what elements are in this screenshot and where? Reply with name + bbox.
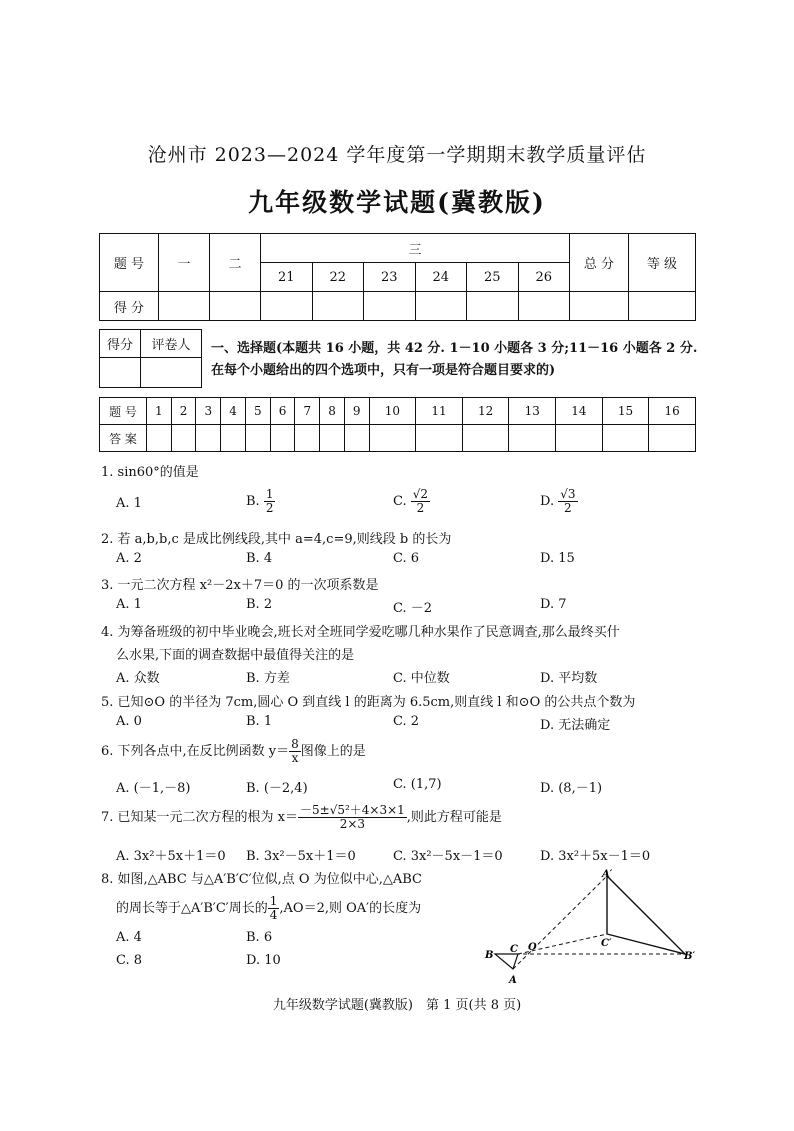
answer-cell[interactable] [196, 425, 221, 452]
q3-option-d: D. 7 [540, 597, 567, 612]
answer-cell[interactable] [320, 425, 345, 452]
question-8-line-2: 的周长等于△A′B′C′周长的 $\frac{1}{4}$ ,AO＝2,则 OA′的长度为 [116, 894, 422, 922]
score-table-sub-col: 21 [261, 263, 313, 292]
question-4-line-2: 么水果,下面的调查数据中最值得关注的是 [116, 648, 355, 663]
q5-option-a: A. 0 [116, 714, 142, 729]
question-1: 1. sin60°的值是 [101, 465, 199, 480]
label-o: O [528, 942, 537, 953]
answer-table-number: 3 [196, 398, 221, 425]
q4-option-a: A. 众数 [116, 671, 160, 686]
grader-box [99, 329, 202, 388]
grader-score-cell[interactable] [100, 358, 141, 388]
answer-table-number: 8 [320, 398, 345, 425]
similar-triangles-figure [480, 866, 700, 990]
exam-title-line2: 九年级数学试题(冀教版) [248, 188, 546, 217]
q8-option-c: C. 8 [116, 953, 143, 968]
answer-table-number: 15 [602, 398, 649, 425]
answer-cell[interactable] [416, 425, 463, 452]
score-table-score-label: 得 分 [100, 292, 159, 321]
answer-cell[interactable] [245, 425, 270, 452]
exam-title-line1: 沧州市 2023—2024 学年度第一学期期末教学质量评估 [147, 144, 647, 166]
answer-table-number: 13 [509, 398, 556, 425]
answer-table-answer-label: 答 案 [100, 425, 147, 452]
answer-cell[interactable] [171, 425, 196, 452]
q6-option-d: D. (8,－1) [540, 781, 603, 796]
q8-option-a: A. 4 [116, 930, 142, 945]
score-table [99, 233, 696, 321]
label-b: B [485, 950, 494, 961]
score-cell[interactable] [467, 292, 519, 321]
score-table-col-3: 三 [261, 234, 570, 263]
page-footer: 九年级数学试题(冀教版) 第 1 页(共 8 页) [272, 998, 522, 1013]
score-cell[interactable] [159, 292, 210, 321]
q7-option-c: C. 3x²－5x－1＝0 [393, 849, 503, 864]
score-table-sub-col: 25 [467, 263, 519, 292]
score-table-sub-col: 22 [312, 263, 364, 292]
q6-option-a: A. (－1,－8) [116, 781, 191, 796]
score-table-total: 总 分 [570, 234, 629, 292]
q7-option-d: D. 3x²＋5x－1＝0 [540, 849, 651, 864]
score-table-grade: 等 级 [629, 234, 696, 292]
answer-table-number: 10 [369, 398, 416, 425]
q3-option-b: B. 2 [246, 597, 273, 612]
score-table-sub-col: 24 [415, 263, 467, 292]
answer-cell[interactable] [509, 425, 556, 452]
dashed-line-a-a-prime [513, 876, 607, 969]
score-cell[interactable] [364, 292, 416, 321]
label-b-prime: B′ [684, 951, 696, 962]
q5-option-d: D. 无法确定 [540, 718, 611, 733]
q7-option-b: B. 3x²－5x＋1＝0 [246, 849, 356, 864]
answer-cell[interactable] [270, 425, 295, 452]
answer-cell[interactable] [556, 425, 603, 452]
question-4-line-1: 4. 为筹备班级的初中毕业晚会,班长对全班同学爱吃哪几种水果作了民意调查,那么最终买什 [101, 625, 620, 640]
answer-cell[interactable] [462, 425, 509, 452]
answer-table-number: 1 [147, 398, 172, 425]
grader-name-cell[interactable] [141, 358, 202, 388]
question-2: 2. 若 a,b,b,c 是成比例线段,其中 a=4,c=9,则线段 b 的长为 [101, 532, 452, 547]
q3-option-c: C. －2 [393, 601, 433, 616]
q1-option-b: B. $\frac{1}{2}$ [246, 487, 274, 515]
answer-table-number: 9 [344, 398, 369, 425]
triangle-abc [495, 954, 518, 969]
answer-cell[interactable] [344, 425, 369, 452]
score-table-sub-col: 26 [518, 263, 570, 292]
score-table-col-1: 一 [159, 234, 210, 292]
answer-table-number: 2 [171, 398, 196, 425]
q2-option-b: B. 4 [246, 551, 273, 566]
q2-option-d: D. 15 [540, 551, 575, 566]
answer-cell[interactable] [295, 425, 320, 452]
question-8-line-1: 8. 如图,△ABC 与△A′B′C′位似,点 O 为位似中心,△ABC [101, 872, 422, 887]
label-a-prime: A′ [602, 869, 613, 880]
label-c-prime: C′ [601, 938, 612, 949]
q1-option-d: D. $\frac{√3}{2}$ [540, 487, 576, 515]
answer-cell[interactable] [649, 425, 696, 452]
q5-option-b: B. 1 [246, 714, 273, 729]
answer-table-number: 14 [556, 398, 603, 425]
answer-table-number: 4 [221, 398, 246, 425]
q5-option-c: C. 2 [393, 714, 420, 729]
score-table-col-2: 二 [210, 234, 261, 292]
q2-option-c: C. 6 [393, 551, 420, 566]
q3-option-a: A. 1 [116, 597, 142, 612]
grader-name-label: 评卷人 [141, 330, 202, 358]
score-cell[interactable] [261, 292, 313, 321]
answer-table-number: 5 [245, 398, 270, 425]
score-cell[interactable] [415, 292, 467, 321]
answer-cell[interactable] [147, 425, 172, 452]
grader-score-label: 得分 [100, 330, 141, 358]
q6-option-c: C. (1,7) [393, 777, 442, 792]
q7-option-a: A. 3x²＋5x＋1＝0 [116, 849, 226, 864]
q4-option-c: C. 中位数 [393, 671, 450, 686]
q8-option-b: B. 6 [246, 930, 273, 945]
score-cell[interactable] [210, 292, 261, 321]
q2-option-a: A. 2 [116, 551, 142, 566]
answer-table-number: 7 [295, 398, 320, 425]
q4-option-b: B. 方差 [246, 671, 290, 686]
score-table-sub-col: 23 [364, 263, 416, 292]
score-cell[interactable] [312, 292, 364, 321]
q8-option-d: D. 10 [246, 953, 281, 968]
answer-table-number: 12 [462, 398, 509, 425]
question-5: 5. 已知⊙O 的半径为 7cm,圆心 O 到直线 l 的距离为 6.5cm,则直线 l 和⊙O 的公共点个数为 [101, 695, 636, 710]
score-cell[interactable] [518, 292, 570, 321]
answer-table-row-label: 题 号 [100, 398, 147, 425]
q1-option-a: A. 1 [116, 496, 142, 511]
score-table-row-label: 题 号 [100, 234, 159, 292]
triangle-a-prime-b-prime-c-prime [607, 876, 685, 954]
label-c: C [510, 944, 518, 955]
answer-table-number: 16 [649, 398, 696, 425]
answer-table-number: 11 [416, 398, 463, 425]
question-7: 7. 已知某一元二次方程的根为 x＝ $\frac{\text{－5±√5²＋4×3×1}}{2\times 3}$ ,则此方程可能是 [101, 803, 502, 831]
answer-table-number: 6 [270, 398, 295, 425]
q6-option-b: B. (－2,4) [246, 781, 308, 796]
answer-cell[interactable] [221, 425, 246, 452]
answer-cell[interactable] [602, 425, 649, 452]
q1-option-c: C. $\frac{√2}{2}$ [393, 487, 429, 515]
score-cell[interactable] [629, 292, 696, 321]
answer-table [99, 397, 696, 452]
answer-cell[interactable] [369, 425, 416, 452]
question-6: 6. 下列各点中,在反比例函数 y＝ $\frac{8}{x}$ 图像上的是 [101, 737, 366, 765]
label-a: A [509, 975, 517, 986]
section-1-instructions: 一、选择题(本题共 16 小题，共 42 分. 1－10 小题各 3 分;11－16 小题各 2 分. 在每个小题给出的四个选项中，只有一项是符合题目要求的) [211, 341, 698, 378]
q4-option-d: D. 平均数 [540, 671, 598, 686]
question-3: 3. 一元二次方程 x²－2x＋7＝0 的一次项系数是 [101, 578, 379, 593]
score-cell[interactable] [570, 292, 629, 321]
